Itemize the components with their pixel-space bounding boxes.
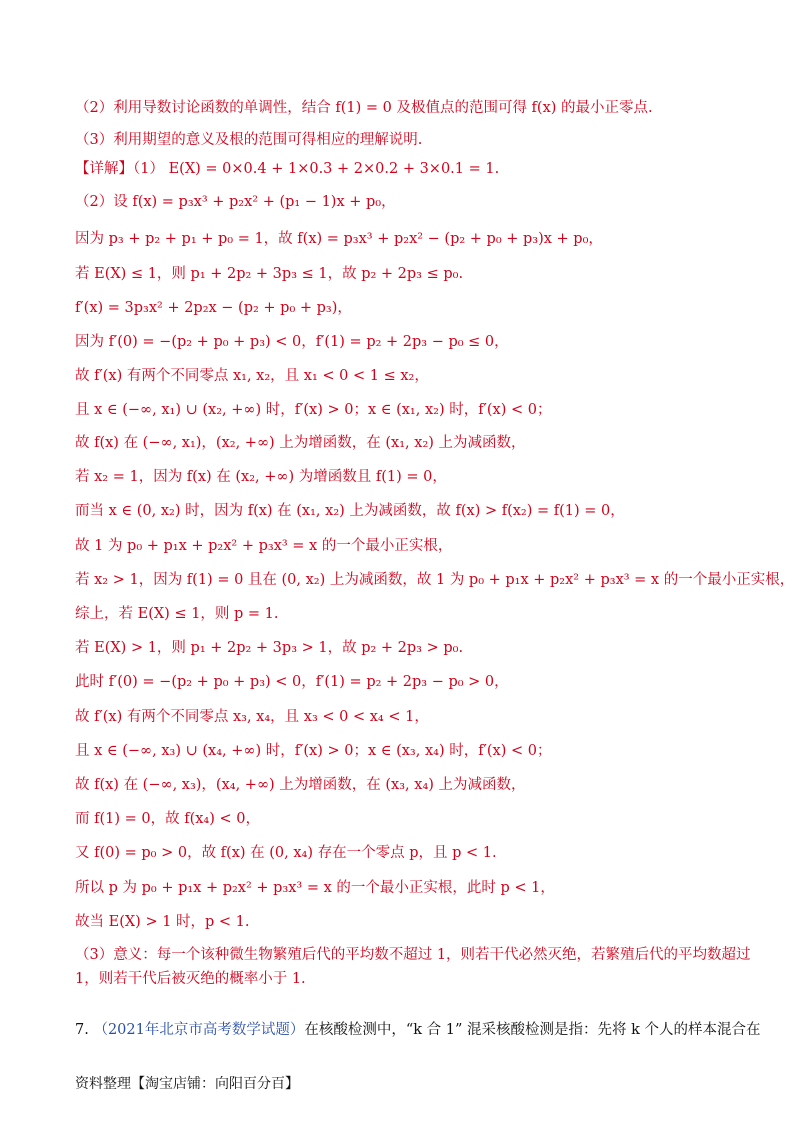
- solution-line: 故 f′(x) 有两个不同零点 x₃, x₄，且 x₃ < 0 < x₄ < 1，: [75, 709, 429, 725]
- hint-line-2: （2）利用导数讨论函数的单调性，结合 f(1) = 0 及极值点的范围可得 f(x) 的最小正零点.: [75, 100, 653, 116]
- question-number: 7.: [75, 1022, 89, 1038]
- solution-line: 因为 p₃ + p₂ + p₁ + p₀ = 1，故 f(x) = p₃x³ + p₂x² − (p₂ + p₀ + p₃)x + p₀，: [75, 231, 603, 247]
- question-source-link[interactable]: （2021年北京市高考数学试题）: [93, 1022, 305, 1038]
- solution-line: 故 f′(x) 有两个不同零点 x₁, x₂，且 x₁ < 0 < 1 ≤ x₂，: [75, 368, 429, 384]
- solution-line: 若 E(X) ≤ 1，则 p₁ + 2p₂ + 3p₃ ≤ 1，故 p₂ + 2p₃ ≤ p₀.: [75, 266, 464, 282]
- solution-line: 且 x ∈ (−∞, x₁) ∪ (x₂, +∞) 时，f′(x) > 0；x ∈ (x₁, x₂) 时，f′(x) < 0；: [75, 402, 552, 418]
- question-text: 在核酸检测中，“k 合 1” 混采核酸检测是指：先将 k 个人的样本混合在: [304, 1022, 761, 1038]
- solution-line: 故当 E(X) > 1 时，p < 1.: [75, 914, 250, 930]
- solution-part-1: 【详解】（1） E(X) = 0×0.4 + 1×0.3 + 2×0.2 + 3×0.1 = 1.: [75, 161, 500, 177]
- solution-line: （2）设 f(x) = p₃x³ + p₂x² + (p₁ − 1)x + p₀，: [75, 194, 396, 210]
- solution-line: 若 x₂ > 1，因为 f(1) = 0 且在 (0, x₂) 上为减函数，故 1 为 p₀ + p₁x + p₂x² + p₃x³ = x 的一个最小正实根，: [75, 572, 795, 588]
- solution-line: 故 1 为 p₀ + p₁x + p₂x² + p₃x³ = x 的一个最小正实根，: [75, 538, 453, 554]
- solution-line: 若 E(X) > 1，则 p₁ + 2p₂ + 3p₃ > 1，故 p₂ + 2p₃ > p₀.: [75, 640, 464, 656]
- solution-line: 综上，若 E(X) ≤ 1，则 p = 1.: [75, 606, 279, 622]
- solution-line: 又 f(0) = p₀ > 0，故 f(x) 在 (0, x₄) 存在一个零点 p，且 p < 1.: [75, 845, 497, 861]
- solution-part-3: （3）意义：每一个该种微生物繁殖后代的平均数不超过 1，则若干代必然灭绝，若繁殖后代的平均数超过: [75, 947, 751, 963]
- hint-line-3: （3）利用期望的意义及根的范围可得相应的理解说明.: [75, 132, 423, 148]
- solution-line: 故 f(x) 在 (−∞, x₃)，(x₄, +∞) 上为增函数，在 (x₃, x₄) 上为减函数，: [75, 777, 526, 793]
- solution-line: 且 x ∈ (−∞, x₃) ∪ (x₄, +∞) 时，f′(x) > 0；x ∈ (x₃, x₄) 时，f′(x) < 0；: [75, 743, 552, 759]
- solution-line: 若 x₂ = 1，因为 f(x) 在 (x₂, +∞) 为增函数且 f(1) = 0，: [75, 469, 447, 485]
- solution-line: 而 f(1) = 0，故 f(x₄) < 0，: [75, 811, 260, 827]
- question-7: [75, 1019, 761, 1041]
- page-footer: 资料整理【淘宝店铺：向阳百分百】: [75, 1076, 299, 1092]
- solution-line: 因为 f′(0) = −(p₂ + p₀ + p₃) < 0，f′(1) = p₂ + 2p₃ − p₀ ≤ 0，: [75, 334, 509, 350]
- solution-line: 所以 p 为 p₀ + p₁x + p₂x² + p₃x³ = x 的一个最小正实根，此时 p < 1，: [75, 880, 555, 896]
- solution-line: 而当 x ∈ (0, x₂) 时，因为 f(x) 在 (x₁, x₂) 上为减函数，故 f(x) > f(x₂) = f(1) = 0，: [75, 503, 625, 519]
- solution-part-3-cont: 1，则若干代后被灭绝的概率小于 1.: [75, 971, 306, 987]
- solution-line: f′(x) = 3p₃x² + 2p₂x − (p₂ + p₀ + p₃)，: [75, 300, 352, 316]
- solution-line: 故 f(x) 在 (−∞, x₁)，(x₂, +∞) 上为增函数，在 (x₁, x₂) 上为减函数，: [75, 435, 526, 451]
- solution-line: 此时 f′(0) = −(p₂ + p₀ + p₃) < 0，f′(1) = p₂ + 2p₃ − p₀ > 0，: [75, 674, 509, 690]
